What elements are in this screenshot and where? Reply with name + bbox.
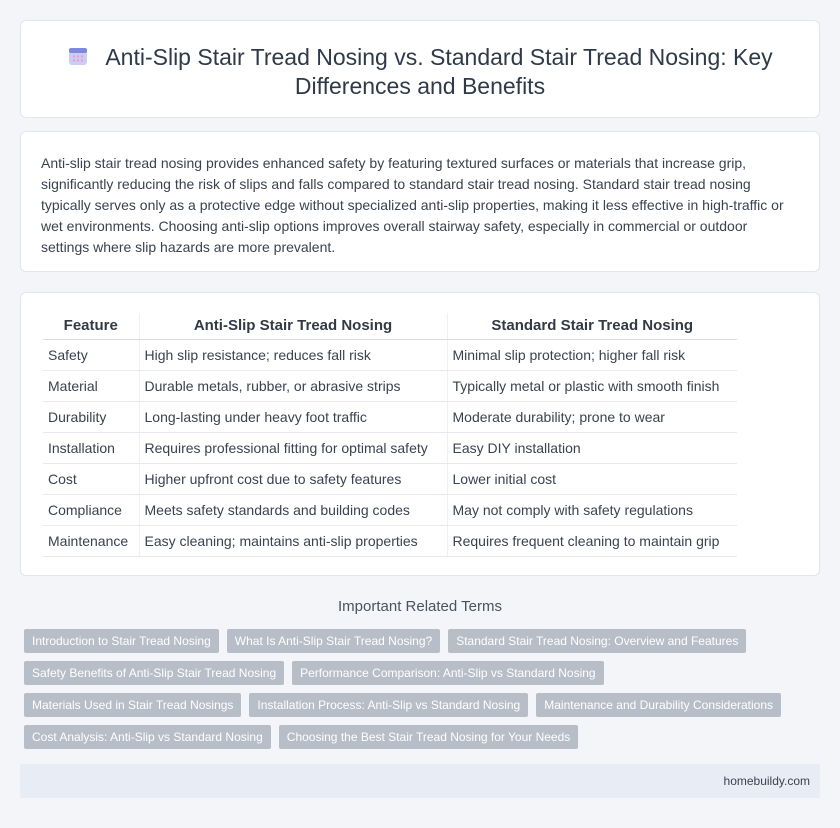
feature-cell: Maintenance bbox=[43, 525, 139, 556]
feature-cell: Material bbox=[43, 370, 139, 401]
standard-cell: May not comply with safety regulations bbox=[447, 494, 737, 525]
feature-cell: Compliance bbox=[43, 494, 139, 525]
footer-site-link[interactable]: homebuildy.com bbox=[723, 774, 810, 788]
feature-cell: Installation bbox=[43, 432, 139, 463]
anti-slip-cell: Meets safety standards and building codes bbox=[139, 494, 447, 525]
related-term-tag[interactable]: Materials Used in Stair Tread Nosings bbox=[24, 693, 241, 717]
anti-slip-cell: Long-lasting under heavy foot traffic bbox=[139, 401, 447, 432]
tag-row bbox=[24, 661, 824, 685]
related-term-tag[interactable]: Cost Analysis: Anti-Slip vs Standard Nosing bbox=[24, 725, 271, 749]
title-line-2: Differences and Benefits bbox=[294, 73, 546, 99]
anti-slip-cell: Higher upfront cost due to safety features bbox=[139, 463, 447, 494]
header-feature: Feature bbox=[43, 313, 139, 339]
related-term-tag[interactable]: Standard Stair Tread Nosing: Overview and Features bbox=[448, 629, 746, 653]
related-term-tag[interactable]: Performance Comparison: Anti-Slip vs Standard Nosing bbox=[292, 661, 603, 685]
intro-paragraph: Anti-slip stair tread nosing provides enhanced safety by featuring textured surfaces or materials that increase grip, significantly reducing the risk of slips and falls compared to standard stair tread nosing. Standard stair tread nosing typically serves only as a protective edge without specialized anti-slip properties, making it less effective in high-traffic or wet environments. Choosing anti-slip options improves overall stairway safety, especially in commercial or outdoor settings where slip hazards are more prevalent. bbox=[41, 155, 784, 255]
tag-row bbox=[24, 725, 824, 749]
anti-slip-cell: Durable metals, rubber, or abrasive strips bbox=[139, 370, 447, 401]
header-anti-slip: Anti-Slip Stair Tread Nosing bbox=[139, 313, 447, 339]
tag-row bbox=[24, 693, 824, 717]
related-term-tag[interactable]: Safety Benefits of Anti-Slip Stair Tread Nosing bbox=[24, 661, 284, 685]
feature-cell: Durability bbox=[43, 401, 139, 432]
anti-slip-cell: Easy cleaning; maintains anti-slip properties bbox=[139, 525, 447, 556]
table-row bbox=[43, 463, 737, 494]
comparison-table bbox=[43, 313, 737, 557]
tag-row bbox=[24, 629, 824, 653]
table-row bbox=[43, 339, 737, 370]
feature-cell: Safety bbox=[43, 339, 139, 370]
related-term-tag[interactable]: Introduction to Stair Tread Nosing bbox=[24, 629, 219, 653]
related-term-tag[interactable]: Choosing the Best Stair Tread Nosing for Your Needs bbox=[279, 725, 579, 749]
related-term-tag[interactable]: Installation Process: Anti-Slip vs Standard Nosing bbox=[249, 693, 528, 717]
related-terms-tags bbox=[24, 629, 824, 757]
table-row bbox=[43, 432, 737, 463]
related-terms-title: Important Related Terms bbox=[338, 598, 502, 615]
title-line-1: Anti-Slip Stair Tread Nosing vs. Standard Stair Tread Nosing: Key bbox=[105, 44, 773, 70]
calendar-icon bbox=[67, 45, 89, 67]
related-term-tag[interactable]: What Is Anti-Slip Stair Tread Nosing? bbox=[227, 629, 440, 653]
anti-slip-cell: Requires professional fitting for optimal safety bbox=[139, 432, 447, 463]
table-row bbox=[43, 494, 737, 525]
standard-cell: Typically metal or plastic with smooth finish bbox=[447, 370, 737, 401]
table-header-row bbox=[43, 313, 737, 339]
header-standard: Standard Stair Tread Nosing bbox=[447, 313, 737, 339]
footer bbox=[20, 764, 820, 798]
page-title bbox=[21, 43, 819, 101]
related-term-tag[interactable]: Maintenance and Durability Considerations bbox=[536, 693, 781, 717]
intro-card bbox=[20, 131, 820, 272]
standard-cell: Moderate durability; prone to wear bbox=[447, 401, 737, 432]
feature-cell: Cost bbox=[43, 463, 139, 494]
table-row bbox=[43, 370, 737, 401]
anti-slip-cell: High slip resistance; reduces fall risk bbox=[139, 339, 447, 370]
table-row bbox=[43, 401, 737, 432]
standard-cell: Requires frequent cleaning to maintain grip bbox=[447, 525, 737, 556]
standard-cell: Easy DIY installation bbox=[447, 432, 737, 463]
comparison-card bbox=[20, 292, 820, 576]
standard-cell: Lower initial cost bbox=[447, 463, 737, 494]
title-card bbox=[20, 20, 820, 118]
table-row bbox=[43, 525, 737, 556]
standard-cell: Minimal slip protection; higher fall risk bbox=[447, 339, 737, 370]
